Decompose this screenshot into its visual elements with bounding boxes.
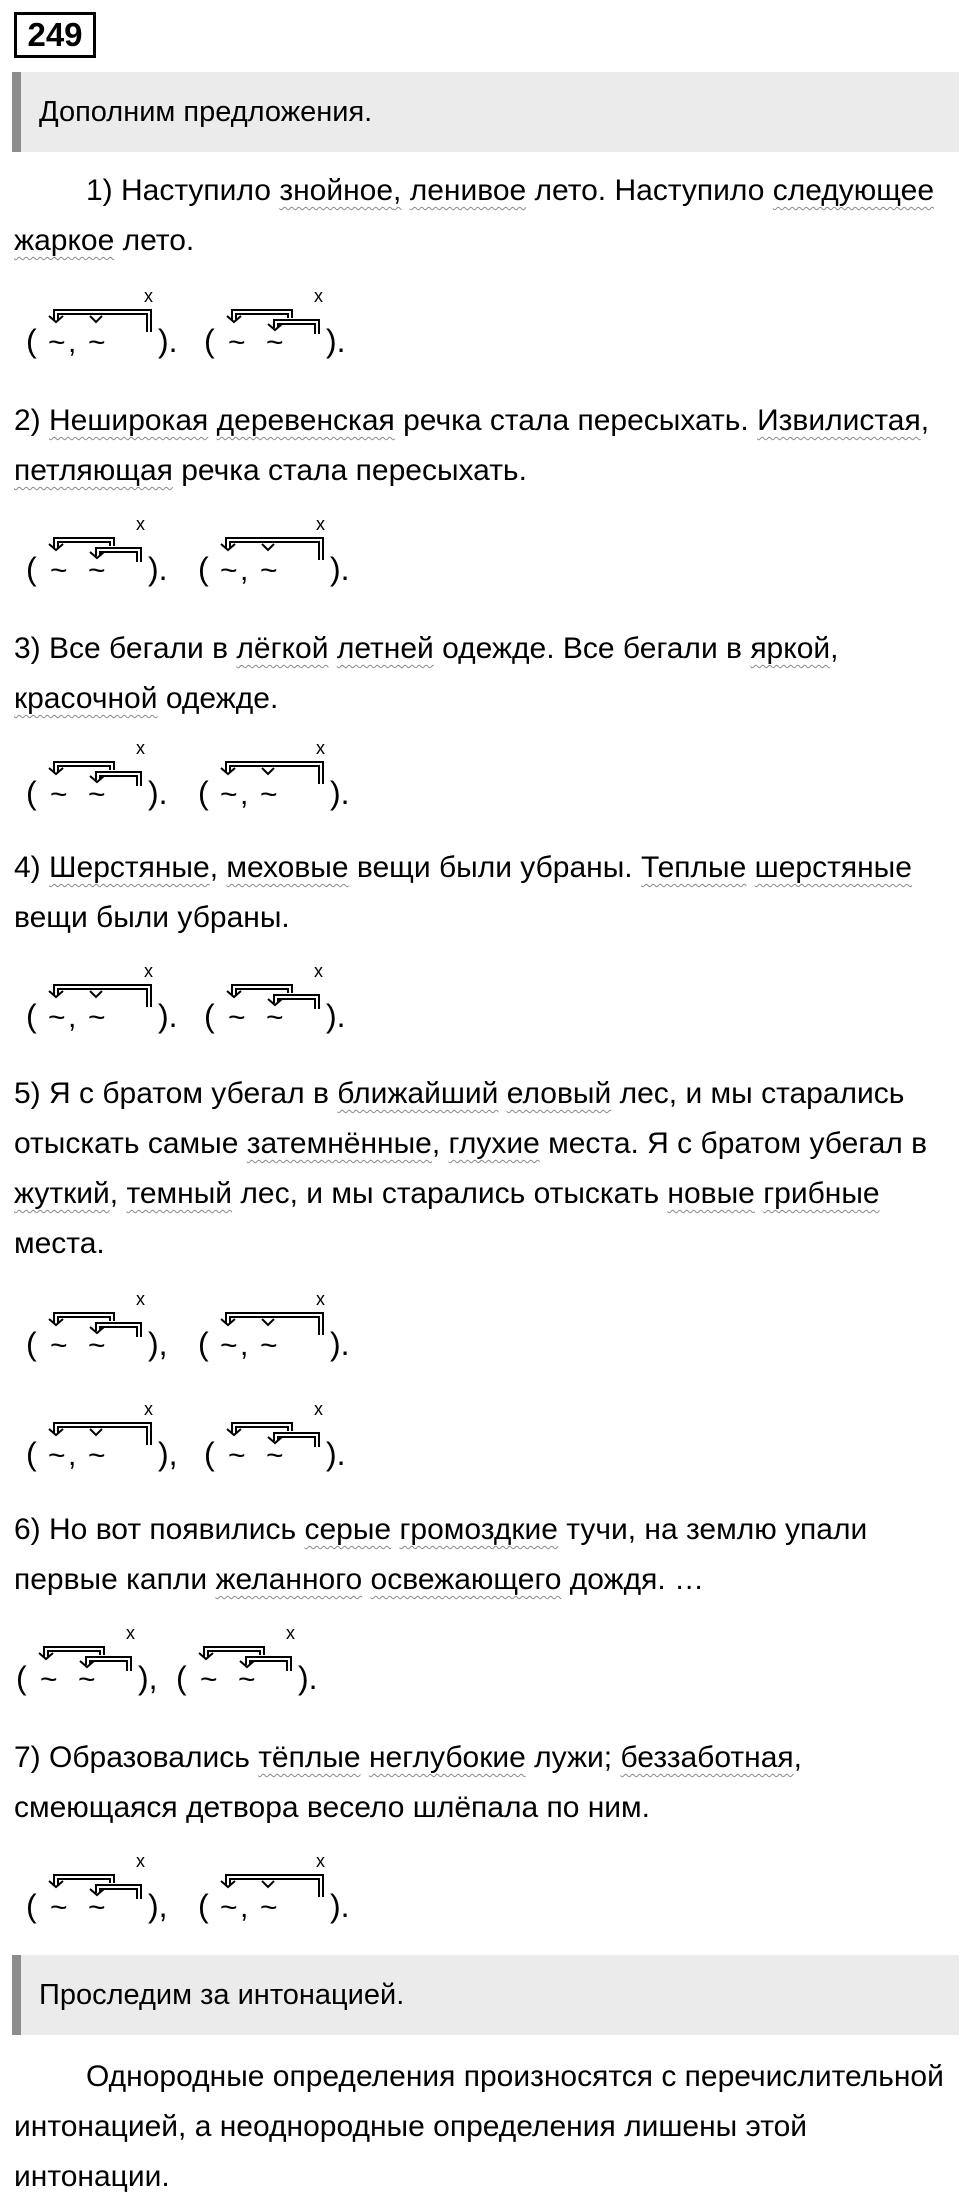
mark-x: x (144, 961, 153, 981)
comma: , (240, 554, 249, 587)
tilde: ~ (50, 778, 68, 811)
tilde: ~ (88, 1329, 106, 1362)
mark-x: x (136, 514, 145, 534)
open-paren: ( (16, 1660, 27, 1696)
open-paren: ( (26, 998, 37, 1034)
tilde: ~ (48, 1439, 66, 1472)
exercise-number: 249 (14, 12, 96, 58)
tilde: ~ (88, 1001, 106, 1034)
comma: , (68, 1439, 77, 1472)
comma: , (68, 326, 77, 359)
scheme-row-3 (0, 732, 960, 832)
mark-x: x (144, 1399, 153, 1419)
mark-x: x (314, 961, 323, 981)
sentence-7: 7) Образовались тёплые неглубокие лужи; беззаботная, смеющаяся детвора весело шлёпала по ним. (14, 1741, 802, 1824)
tilde: ~ (266, 1001, 284, 1034)
mark-x: x (136, 1851, 145, 1871)
tilde: ~ (40, 1663, 58, 1696)
tilde: ~ (266, 1439, 284, 1472)
open-paren: ( (176, 1660, 187, 1696)
mark-x: x (316, 514, 325, 534)
section-title-complete-sentences (12, 72, 959, 152)
close-paren: ). (330, 1888, 350, 1924)
close-paren: ). (298, 1660, 318, 1696)
sentence-5: 5) Я с братом убегал в ближайший еловый лес, и мы старались отыскать самые затемнённые, глухие места. Я с братом убегал в жуткий, темный лес, и мы старались отыскать новые грибные места. (14, 1077, 928, 1260)
scheme-row-5b (0, 1393, 960, 1493)
close-paren: ). (330, 1326, 350, 1362)
close-paren: ), (138, 1660, 158, 1696)
tilde: ~ (220, 554, 238, 587)
open-paren: ( (198, 1888, 209, 1924)
close-paren: ). (148, 775, 168, 811)
open-paren: ( (204, 998, 215, 1034)
close-paren: ). (148, 551, 168, 587)
scheme-row-6 (0, 1617, 960, 1717)
tilde: ~ (260, 554, 278, 587)
tilde: ~ (266, 326, 284, 359)
tilde: ~ (228, 1001, 246, 1034)
scheme-row-5a (0, 1283, 960, 1383)
sentence-3: 3) Все бегали в лёгкой летней одежде. Все бегали в яркой, красочной одежде. (14, 632, 839, 715)
close-paren: ), (158, 1436, 178, 1472)
section-title-text: Дополним предложения. (39, 96, 373, 128)
mark-x: x (136, 1289, 145, 1309)
tilde: ~ (50, 1329, 68, 1362)
tilde: ~ (88, 326, 106, 359)
close-paren: ). (158, 998, 178, 1034)
close-paren: ), (148, 1888, 168, 1924)
tilde: ~ (48, 326, 66, 359)
close-paren: ). (330, 775, 350, 811)
sentence-2: 2) Неширокая деревенская речка стала пересыхать. Извилистая, петляющая речка стала пересыхать. (14, 404, 930, 487)
comma: , (240, 1891, 249, 1924)
mark-x: x (314, 1399, 323, 1419)
tilde: ~ (88, 1439, 106, 1472)
open-paren: ( (198, 775, 209, 811)
open-paren: ( (198, 551, 209, 587)
mark-x: x (316, 738, 325, 758)
mark-x: x (136, 738, 145, 758)
conclusion-paragraph: Однородные определения произносятся с перечислительной интонацией, а неоднородные определения лишены этой интонации. (14, 2060, 944, 2193)
mark-x: x (126, 1623, 135, 1643)
scheme-row-2 (0, 508, 960, 608)
comma: , (240, 778, 249, 811)
close-paren: ). (326, 998, 346, 1034)
scheme-row-7 (0, 1845, 960, 1945)
tilde: ~ (48, 1001, 66, 1034)
tilde: ~ (200, 1663, 218, 1696)
mark-x: x (316, 1289, 325, 1309)
open-paren: ( (26, 1888, 37, 1924)
mark-x: x (314, 286, 323, 306)
mark-x: x (316, 1851, 325, 1871)
open-paren: ( (26, 551, 37, 587)
close-paren: ). (326, 323, 346, 359)
tilde: ~ (220, 778, 238, 811)
open-paren: ( (26, 1436, 37, 1472)
close-paren: ), (148, 1326, 168, 1362)
tilde: ~ (228, 1439, 246, 1472)
sentence-6: 6) Но вот появились серые громоздкие тучи, на землю упали первые капли желанного освежающего дождя. … (14, 1513, 868, 1596)
section-title-text: Проследим за интонацией. (39, 1979, 405, 2011)
open-paren: ( (204, 1436, 215, 1472)
open-paren: ( (26, 1326, 37, 1362)
tilde: ~ (220, 1329, 238, 1362)
sentence-1: 1) Наступило знойное, ленивое лето. Наступило следующее жаркое лето. (14, 174, 935, 257)
open-paren: ( (204, 323, 215, 359)
tilde: ~ (50, 554, 68, 587)
scheme-row-1 (0, 280, 960, 380)
open-paren: ( (198, 1326, 209, 1362)
sentence-4: 4) Шерстяные, меховые вещи были убраны. Теплые шерстяные вещи были убраны. (14, 851, 912, 934)
tilde: ~ (50, 1891, 68, 1924)
scheme-row-4 (0, 955, 960, 1055)
section-title-intonation (12, 1955, 959, 2035)
tilde: ~ (260, 1891, 278, 1924)
comma: , (68, 1001, 77, 1034)
tilde: ~ (260, 1329, 278, 1362)
open-paren: ( (26, 323, 37, 359)
tilde: ~ (78, 1663, 96, 1696)
tilde: ~ (238, 1663, 256, 1696)
open-paren: ( (26, 775, 37, 811)
mark-x: x (286, 1623, 295, 1643)
comma: , (240, 1329, 249, 1362)
close-paren: ). (158, 323, 178, 359)
tilde: ~ (88, 1891, 106, 1924)
tilde: ~ (260, 778, 278, 811)
tilde: ~ (88, 554, 106, 587)
tilde: ~ (220, 1891, 238, 1924)
close-paren: ). (326, 1436, 346, 1472)
tilde: ~ (228, 326, 246, 359)
close-paren: ). (330, 551, 350, 587)
tilde: ~ (88, 778, 106, 811)
mark-x: x (144, 286, 153, 306)
